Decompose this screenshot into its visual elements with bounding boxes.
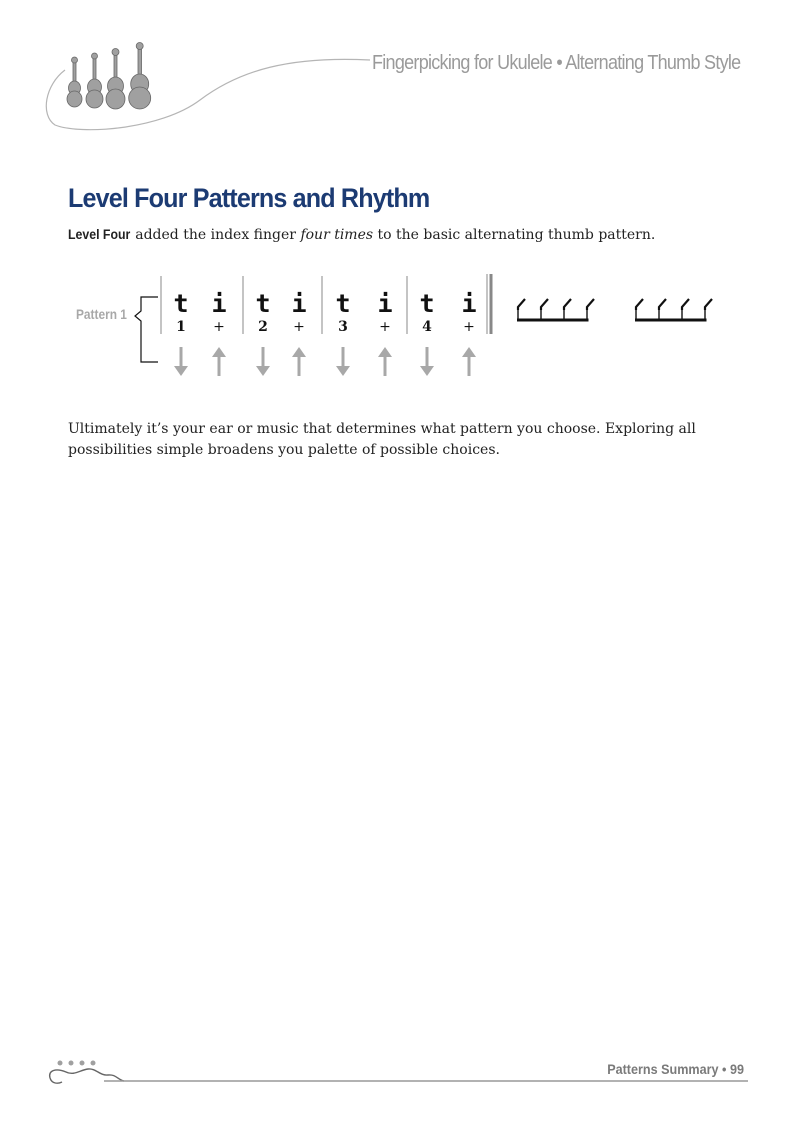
pattern-diagram xyxy=(0,270,794,390)
beat-count: + xyxy=(463,319,475,335)
up-arrow-icon xyxy=(462,347,476,376)
up-arrow-icon xyxy=(292,347,306,376)
intro-paragraph xyxy=(68,226,748,243)
beat-count: 1 xyxy=(176,319,186,335)
finger-letter: t xyxy=(335,289,351,318)
finger-letter: i xyxy=(377,289,393,318)
pattern-bracket xyxy=(135,297,158,362)
footer-page-label xyxy=(607,1061,744,1077)
up-arrow-icon xyxy=(378,347,392,376)
slash-note xyxy=(682,299,689,310)
pattern-label: Pattern 1 xyxy=(76,306,127,322)
intro-lead: Level Four xyxy=(68,226,131,242)
down-arrow-icon xyxy=(336,347,350,376)
footer-separator: • xyxy=(718,1061,730,1077)
slash-note xyxy=(705,299,712,310)
beat-count: 4 xyxy=(422,319,432,335)
up-arrow-icon xyxy=(212,347,226,376)
header-swoosh-art xyxy=(40,40,380,140)
footer-dots-icon xyxy=(58,1061,96,1066)
footer-section-name: Patterns Summary xyxy=(607,1061,719,1077)
beamed-note-group xyxy=(517,299,594,321)
finger-letter: i xyxy=(291,289,307,318)
slash-note xyxy=(518,299,525,310)
beat-count: 3 xyxy=(338,319,348,335)
finger-letter: t xyxy=(255,289,271,318)
finger-letter: t xyxy=(173,289,189,318)
rhythm-notation xyxy=(517,299,712,321)
running-header-title: Fingerpicking for Ukulele • Alternating Thumb Style xyxy=(372,52,741,74)
slash-note xyxy=(541,299,548,310)
beat-count: + xyxy=(213,319,225,335)
finger-letter: i xyxy=(461,289,477,318)
beat-count: + xyxy=(379,319,391,335)
intro-text-2: to the basic alternating thumb pattern. xyxy=(373,227,656,243)
ukulele-family-icon xyxy=(67,43,151,110)
slash-note xyxy=(587,299,594,310)
beamed-note-group xyxy=(635,299,712,321)
finger-letter: t xyxy=(419,289,435,318)
down-arrow-icon xyxy=(256,347,270,376)
intro-text-1: added the index finger xyxy=(130,227,301,243)
body-paragraph: Ultimately it’s your ear or music that determines what pattern you choose. Exploring all possibilities simple broadens you palette of possible choices. xyxy=(68,421,696,458)
intro-emphasis: four times xyxy=(300,227,374,243)
page-number: 99 xyxy=(729,1061,744,1077)
finger-letter: i xyxy=(211,289,227,318)
slash-note xyxy=(564,299,571,310)
slash-note xyxy=(659,299,666,310)
slash-note xyxy=(636,299,643,310)
down-arrow-icon xyxy=(174,347,188,376)
beat-count: 2 xyxy=(258,319,268,335)
section-title: Level Four Patterns and Rhythm xyxy=(68,183,430,213)
down-arrow-icon xyxy=(420,347,434,376)
beat-count: + xyxy=(293,319,305,335)
